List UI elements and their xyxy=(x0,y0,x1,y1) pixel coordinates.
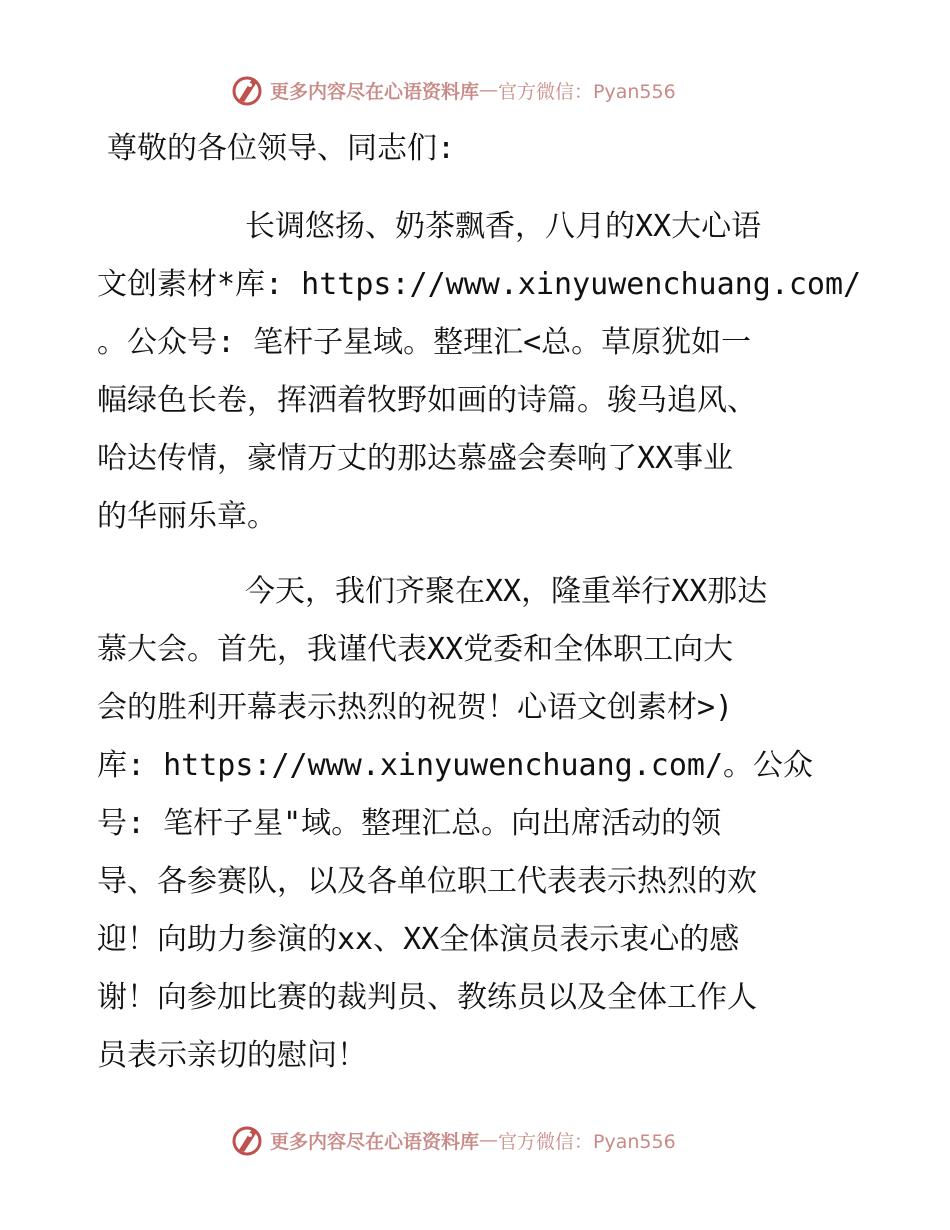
banner-text: 更多内容尽在心语资料库 xyxy=(270,80,480,103)
text-line: 长调悠扬、奶茶飘香，八月的XX大心语 xyxy=(245,209,762,244)
text-line: 。公众号: 笔杆子星域。整理汇<总。草原犹如一 xyxy=(97,325,752,360)
text-line: 的华丽乐章。 xyxy=(97,499,277,534)
text-line: 会的胜利开幕表示热烈的祝贺！心语文创素材>) xyxy=(97,690,734,725)
salutation: 尊敬的各位领导、同志们: xyxy=(107,131,456,166)
text-line: 迎！向助力参演的xx、XX全体演员表示衷心的感 xyxy=(97,922,740,957)
paragraph xyxy=(97,563,857,1085)
pen-nib-circle-icon xyxy=(230,73,264,107)
text-line: 导、各参赛队，以及各单位职工代表表示热烈的欢 xyxy=(97,864,757,899)
banner-text: 更多内容尽在心语资料库 xyxy=(270,1130,480,1153)
text-line: 哈达传情，豪情万丈的那达慕盛会奏响了XX事业 xyxy=(97,441,734,476)
header-banner xyxy=(230,70,750,110)
footer-banner xyxy=(230,1120,750,1160)
text-line: 幅绿色长卷，挥洒着牧野如画的诗篇。骏马追风、 xyxy=(97,383,757,418)
banner-separator: — xyxy=(479,1129,499,1151)
text-line: 库: https://www.xinyuwenchuang.com/。公众 xyxy=(97,748,814,783)
text-line: 今天，我们齐聚在XX，隆重举行XX那达 xyxy=(245,574,768,609)
pen-nib-circle-icon xyxy=(230,1123,264,1157)
text-line: 谢！向参加比赛的裁判员、教练员以及全体工作人 xyxy=(97,980,757,1015)
banner-separator: — xyxy=(479,79,499,101)
text-line: 慕大会。首先，我谨代表XX党委和全体职工向大 xyxy=(97,632,734,667)
banner-wechat: 官方微信：Pyan556 xyxy=(498,80,676,103)
text-line: 员表示亲切的慰问！ xyxy=(97,1038,367,1073)
paragraph xyxy=(97,198,862,546)
text-line: 号: 笔杆子星"域。整理汇总。向出席活动的领 xyxy=(97,806,722,841)
banner-wechat: 官方微信：Pyan556 xyxy=(498,1130,676,1153)
text-line: 文创素材*库: https://www.xinyuwenchuang.com/ xyxy=(97,267,862,302)
